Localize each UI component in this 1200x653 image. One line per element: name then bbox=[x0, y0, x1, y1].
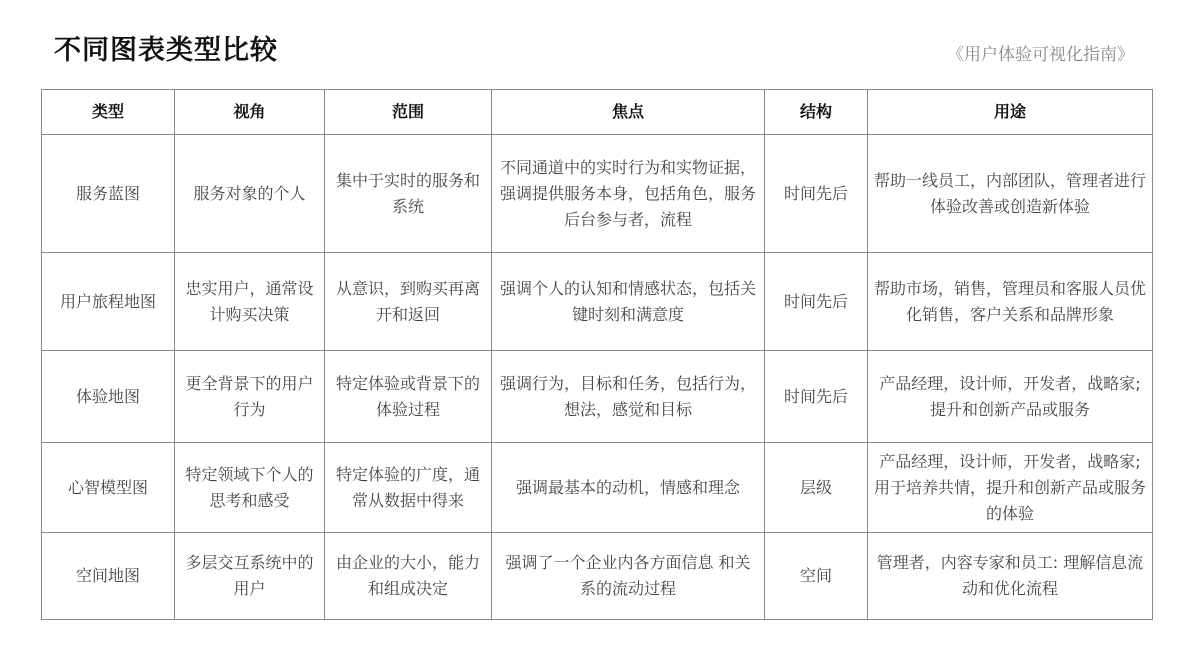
cell-usage: 产品经理，设计师，开发者，战略家;提升和创新产品或服务 bbox=[868, 351, 1153, 443]
cell-focus: 强调最基本的动机，情感和理念 bbox=[492, 443, 765, 533]
cell-focus: 强调行为，目标和任务，包括行为，想法，感觉和目标 bbox=[492, 351, 765, 443]
cell-scope: 从意识，到购买再离开和返回 bbox=[325, 253, 492, 351]
table-header-row bbox=[42, 90, 1153, 135]
cell-structure: 时间先后 bbox=[765, 135, 868, 253]
cell-usage: 管理者，内容专家和员工: 理解信息流动和优化流程 bbox=[868, 533, 1153, 620]
column-header-type: 类型 bbox=[42, 90, 175, 135]
column-header-focus: 焦点 bbox=[492, 90, 765, 135]
comparison-table bbox=[41, 89, 1153, 620]
cell-type: 心智模型图 bbox=[42, 443, 175, 533]
cell-type: 体验地图 bbox=[42, 351, 175, 443]
column-header-structure: 结构 bbox=[765, 90, 868, 135]
cell-focus: 不同通道中的实时行为和实物证据，强调提供服务本身，包括角色，服务后台参与者，流程 bbox=[492, 135, 765, 253]
cell-type: 服务蓝图 bbox=[42, 135, 175, 253]
cell-structure: 层级 bbox=[765, 443, 868, 533]
cell-scope: 特定体验或背景下的体验过程 bbox=[325, 351, 492, 443]
cell-scope: 由企业的大小，能力和组成决定 bbox=[325, 533, 492, 620]
cell-usage: 帮助市场，销售，管理员和客服人员优化销售，客户关系和品牌形象 bbox=[868, 253, 1153, 351]
cell-perspective: 特定领域下个人的思考和感受 bbox=[175, 443, 325, 533]
cell-structure: 空间 bbox=[765, 533, 868, 620]
cell-usage: 帮助一线员工，内部团队，管理者进行体验改善或创造新体验 bbox=[868, 135, 1153, 253]
cell-perspective: 忠实用户，通常设计购买决策 bbox=[175, 253, 325, 351]
column-header-scope: 范围 bbox=[325, 90, 492, 135]
cell-usage: 产品经理，设计师，开发者，战略家;用于培养共情，提升和创新产品或服务的体验 bbox=[868, 443, 1153, 533]
cell-scope: 特定体验的广度，通常从数据中得来 bbox=[325, 443, 492, 533]
table-row bbox=[42, 351, 1153, 443]
cell-type: 用户旅程地图 bbox=[42, 253, 175, 351]
cell-perspective: 更全背景下的用户行为 bbox=[175, 351, 325, 443]
page-title: 不同图表类型比较 bbox=[54, 35, 278, 66]
column-header-perspective: 视角 bbox=[175, 90, 325, 135]
cell-scope: 集中于实时的服务和系统 bbox=[325, 135, 492, 253]
column-header-usage: 用途 bbox=[868, 90, 1153, 135]
table-row bbox=[42, 443, 1153, 533]
table-row bbox=[42, 253, 1153, 351]
table-row bbox=[42, 533, 1153, 620]
cell-perspective: 多层交互系统中的用户 bbox=[175, 533, 325, 620]
cell-focus: 强调个人的认知和情感状态，包括关键时刻和满意度 bbox=[492, 253, 765, 351]
cell-type: 空间地图 bbox=[42, 533, 175, 620]
cell-structure: 时间先后 bbox=[765, 253, 868, 351]
cell-perspective: 服务对象的个人 bbox=[175, 135, 325, 253]
cell-focus: 强调了一个企业内各方面信息 和关系的流动过程 bbox=[492, 533, 765, 620]
source-citation: 《用户体验可视化指南》 bbox=[947, 45, 1134, 65]
cell-structure: 时间先后 bbox=[765, 351, 868, 443]
table-row bbox=[42, 135, 1153, 253]
